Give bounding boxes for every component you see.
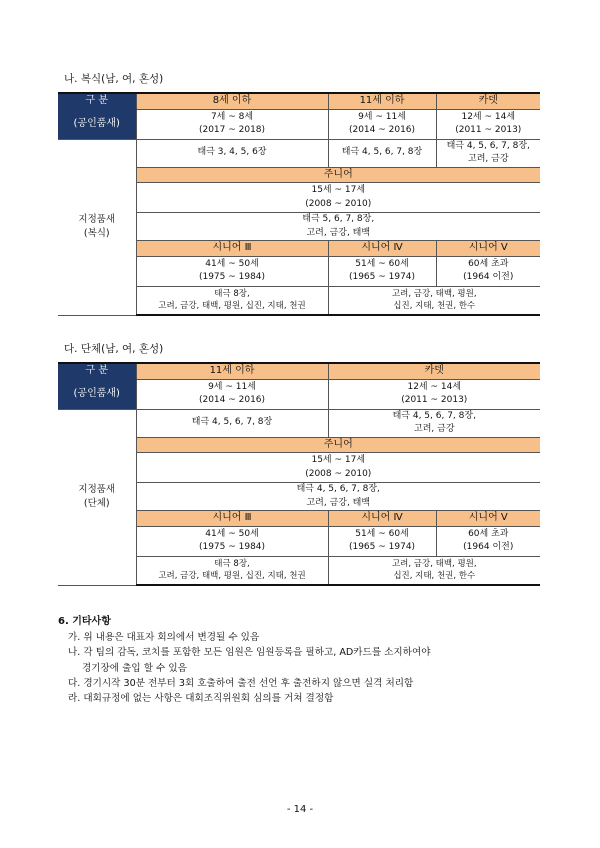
section-title-team: 다. 단체(남, 여, 혼성) [64, 343, 164, 355]
junior-poomsae-cell [136, 483, 540, 511]
poomsae-text: 고려, 금강 [414, 424, 455, 434]
group-age-cell [136, 109, 328, 139]
senior-age-cell [136, 256, 328, 286]
senior-years: (1975 ~ 1984) [198, 542, 266, 552]
senior-name: 시니어 Ⅴ [436, 511, 540, 527]
senior-age-cell [136, 526, 328, 556]
senior-age: 41세 ~ 50세 [205, 258, 259, 269]
senior-name: 시니어 Ⅳ [328, 511, 436, 527]
junior-name: 주니어 [136, 167, 540, 183]
poomsae-text: 태극 5, 6, 7, 8장, [302, 214, 375, 225]
designated-label [58, 409, 136, 585]
senior-age-cell [328, 256, 436, 286]
poomsae-text: 십진, 지태, 천권, 한수 [393, 301, 476, 312]
group-age: 9세 ~ 11세 [208, 381, 256, 392]
group-age-cell [328, 379, 540, 409]
designated-label-line: 지정품새 [78, 214, 116, 226]
page-number: - 14 - [286, 804, 314, 815]
poomsae-text: 태극 3, 4, 5, 6장 [197, 147, 267, 158]
poomsae-text: 태극 4, 5, 6, 7, 8장, [392, 410, 476, 421]
header-sublabel: (공인품새) [58, 109, 136, 139]
misc-item: 라. 대회규정에 없는 사항은 대회조직위원회 심의를 거쳐 결정함 [68, 693, 334, 705]
poomsae-text: 고려, 금강, 태백, 평원, [391, 558, 477, 569]
group-name: 카뎃 [328, 363, 540, 379]
senior-age: 60세 초과 [468, 258, 509, 269]
senior-poomsae-cell [136, 556, 328, 585]
senior-name: 시니어 Ⅲ [136, 511, 328, 527]
group-age-cell [436, 109, 540, 139]
junior-age-cell [136, 453, 540, 483]
poomsae-text: 태극 8장, [214, 288, 250, 299]
group-age: 12세 ~ 14세 [407, 381, 462, 392]
group-age: 12세 ~ 14세 [461, 111, 516, 122]
group-age: 9세 ~ 11세 [358, 111, 406, 122]
misc-item: 가. 위 내용은 대표자 회의에서 변경될 수 있음 [68, 632, 260, 643]
junior-poomsae-cell [136, 213, 540, 241]
senior-age-cell [436, 256, 540, 286]
designated-label-line: (단체) [83, 498, 110, 509]
senior-poomsae-cell [328, 286, 540, 315]
senior-years: (1964 이전) [463, 272, 514, 282]
poomsae-text: 고려, 금강, 태백, 평원, 십진, 지태, 천권 [158, 301, 306, 312]
senior-name: 시니어 Ⅳ [328, 241, 436, 257]
senior-age: 51세 ~ 60세 [355, 258, 409, 269]
team-table [58, 362, 540, 586]
group-name: 8세 이하 [136, 93, 328, 109]
senior-years: (1964 이전) [463, 542, 514, 552]
poomsae-text: 태극 4, 5, 6, 7, 8장, [296, 484, 380, 495]
misc-item: 나. 각 팀의 감독, 코치를 포함한 모든 임원은 임원등록을 필하고, AD카드를 소지하여야 [68, 647, 431, 659]
poomsae-cell [328, 139, 436, 167]
misc-item-continued: 경기장에 출입 할 수 있음 [82, 662, 187, 674]
designated-label-line: (복식) [83, 228, 110, 239]
senior-age-cell [328, 526, 436, 556]
group-years: (2011 ~ 2013) [455, 125, 522, 135]
poomsae-text: 태극 8장, [214, 558, 250, 569]
group-years: (2014 ~ 2016) [198, 395, 266, 405]
group-age: 7세 ~ 8세 [210, 111, 254, 122]
group-years: (2014 ~ 2016) [348, 125, 416, 135]
junior-age: 15세 ~ 17세 [311, 455, 366, 466]
poomsae-cell [136, 139, 328, 167]
misc-title: 6. 기타사항 [58, 616, 111, 627]
senior-age: 60세 초과 [468, 528, 509, 539]
misc-item: 다. 경기시작 30분 전부터 3회 호출하여 출전 선언 후 출전하지 않으면 실격 처리함 [68, 678, 414, 690]
senior-age: 41세 ~ 50세 [205, 528, 259, 539]
header-label: 구 분 [58, 363, 136, 379]
senior-poomsae-cell [328, 556, 540, 585]
poomsae-text: 십진, 지태, 천권, 한수 [393, 571, 476, 582]
junior-name: 주니어 [136, 437, 540, 453]
designated-label-line: 지정품새 [78, 484, 116, 496]
poomsae-cell [436, 139, 540, 167]
group-years: (2017 ~ 2018) [198, 125, 266, 135]
poomsae-text: 고려, 금강, 태백 [306, 227, 371, 238]
pairs-table [58, 92, 540, 316]
group-name: 11세 이하 [328, 93, 436, 109]
group-name: 11세 이하 [136, 363, 328, 379]
senior-years: (1965 ~ 1974) [348, 542, 416, 552]
poomsae-cell [136, 409, 328, 437]
header-sublabel: (공인품새) [58, 379, 136, 409]
poomsae-cell [328, 409, 540, 437]
poomsae-text: 태극 4, 5, 6, 7, 8장, [446, 140, 530, 151]
designated-label [58, 139, 136, 315]
senior-name: 시니어 Ⅴ [436, 241, 540, 257]
senior-years: (1975 ~ 1984) [198, 272, 266, 282]
senior-name: 시니어 Ⅲ [136, 241, 328, 257]
junior-age-cell [136, 183, 540, 213]
junior-age: 15세 ~ 17세 [311, 185, 366, 196]
misc-section [58, 614, 558, 707]
poomsae-text: 고려, 금강, 태백, 평원, 십진, 지태, 천권 [158, 571, 306, 582]
group-years: (2011 ~ 2013) [401, 395, 468, 405]
poomsae-text: 태극 4, 5, 6, 7, 8장 [341, 147, 423, 158]
senior-age-cell [436, 526, 540, 556]
junior-years: (2008 ~ 2010) [305, 198, 372, 209]
group-age-cell [328, 109, 436, 139]
senior-age: 51세 ~ 60세 [355, 528, 409, 539]
poomsae-text: 태극 4, 5, 6, 7, 8장 [191, 417, 273, 428]
senior-years: (1965 ~ 1974) [348, 272, 416, 282]
group-name: 카뎃 [436, 93, 540, 109]
section-title-pairs: 나. 복식(남, 여, 혼성) [64, 73, 164, 85]
header-label: 구 분 [58, 93, 136, 109]
poomsae-text: 고려, 금강 [468, 154, 509, 164]
poomsae-text: 고려, 금강, 태백 [306, 497, 371, 508]
senior-poomsae-cell [136, 286, 328, 315]
junior-years: (2008 ~ 2010) [305, 468, 372, 479]
poomsae-text: 고려, 금강, 태백, 평원, [391, 288, 477, 299]
group-age-cell [136, 379, 328, 409]
